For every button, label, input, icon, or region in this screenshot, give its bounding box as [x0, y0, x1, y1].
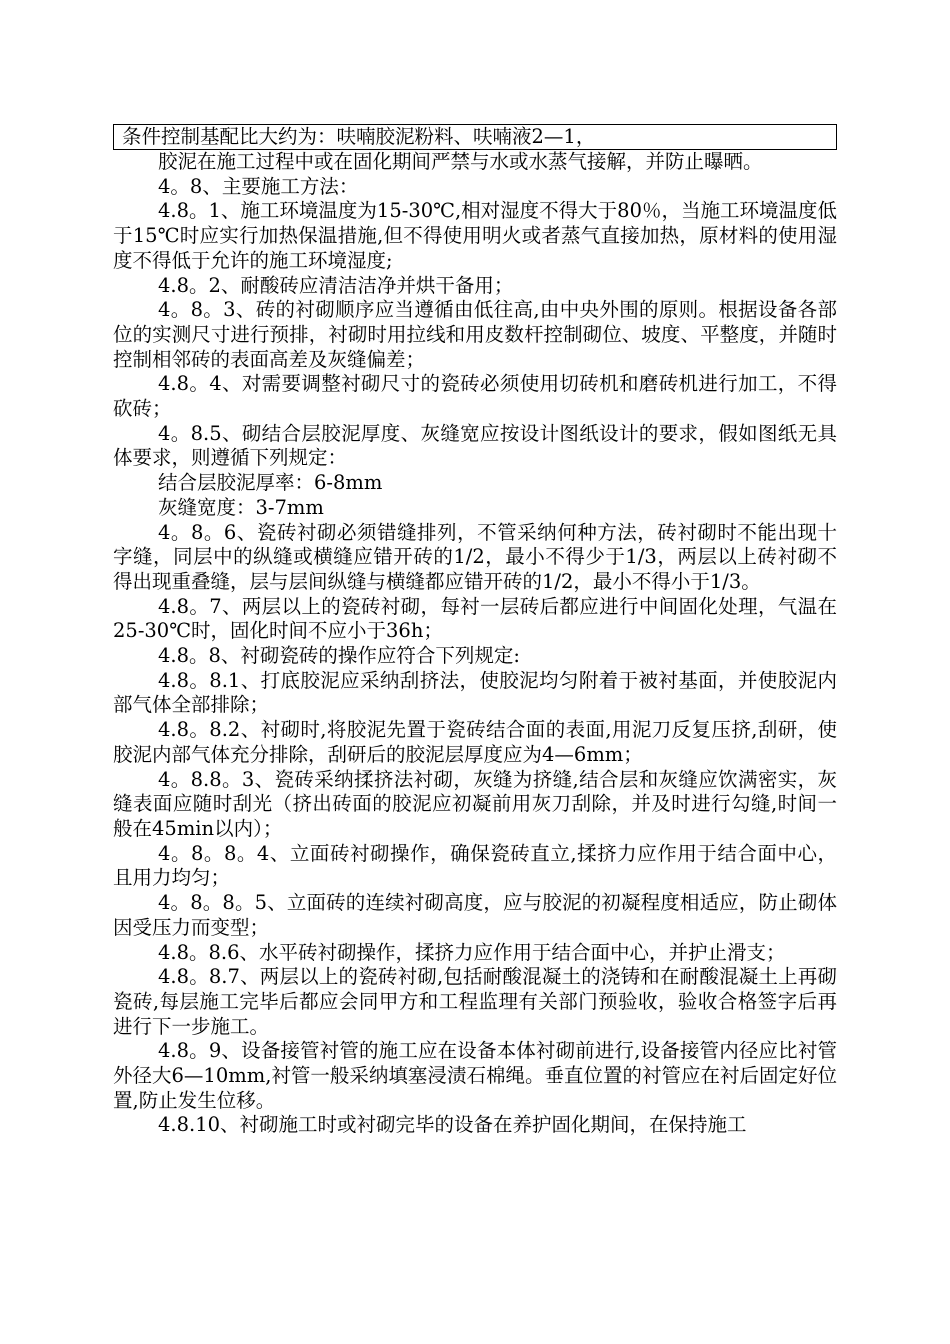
paragraph: 4。8、主要施工方法： [158, 174, 359, 198]
boxed-text-line: 条件控制基配比大约为：呋喃胶泥粉料、呋喃液2—1， [113, 124, 837, 150]
paragraph: 4.8。8、衬砌瓷砖的操作应符合下列规定: [158, 644, 520, 668]
paragraph: 灰缝宽度：3-7mm [158, 495, 324, 519]
paragraph: 4.8。9、设备接管衬管的施工应在设备本体衬砌前进行,设备接管内径应比衬管外径大6—10mm,衬管一般采纳填塞浸渍石棉绳。垂直位置的衬管应在衬后固定好位置,防止发生位移。 [113, 1039, 837, 1112]
paragraph: 4。8。8。5、立面砖的连续衬砌高度，应与胶泥的初凝程度相适应，防止砌体因受压力而变型； [113, 891, 837, 939]
paragraph: 4.8。8.2、衬砌时,将胶泥先置于瓷砖结合面的表面,用泥刀反复压挤,刮研，使胶泥内部气体充分排除，刮研后的胶泥层厚度应为4—6mm； [113, 718, 837, 766]
paragraph: 4。8。8。4、立面砖衬砌操作，确保瓷砖直立,揉挤力应作用于结合面中心，且用力均匀； [113, 841, 837, 890]
paragraph: 4.8。4、对需要调整衬砌尺寸的瓷砖必须使用切砖机和磨砖机进行加工，不得砍砖； [113, 372, 837, 421]
paragraph: 4。8.5、砌结合层胶泥厚度、灰缝宽应按设计图纸设计的要求，假如图纸无具体要求，则遵循下列规定： [113, 421, 837, 470]
paragraph: 4.8.10、衬砌施工时或衬砌完毕的设备在养护固化期间，在保持施工 [158, 1113, 747, 1137]
paragraph: 结合层胶泥厚率：6-8mm [158, 471, 383, 495]
paragraph: 4.8。8.1、打底胶泥应采纳刮挤法，使胶泥均匀附着于被衬基面，并使胶泥内部气体全部排除； [113, 668, 837, 717]
paragraph: 4.8。2、耐酸砖应清洁洁净并烘干备用； [158, 273, 514, 297]
paragraph: 4.8。1、施工环境温度为15-30℃,相对湿度不得大于80％，当施工环境温度低于15℃时应实行加热保温措施,但不得使用明火或者蒸气直接加热，原材料的使用湿度不得低于允许的施工环境湿度; [113, 199, 837, 272]
paragraph: 胶泥在施工过程中或在固化期间严禁与水或水蒸气接解，并防止曝晒。 [158, 150, 763, 173]
paragraph: 4。8。6、瓷砖衬砌必须错缝排列，不管采纳何种方法，砖衬砌时不能出现十字缝，同层中的纵缝或横缝应错开砖的1/2，最小不得少于1/3，两层以上砖衬砌不得出现重叠缝，层与层间纵缝与横缝都应错开砖的1/2，最小不得小于1/3。 [113, 520, 837, 593]
paragraph: 4。8。3、砖的衬砌顺序应当遵循由低往高,由中央外围的原则。根据设备各部位的实测尺寸进行预排，衬砌时用拉线和用皮数杆控制砌位、坡度、平整度，并随时控制相邻砖的表面高差及灰缝偏差； [113, 298, 837, 371]
paragraph: 4.8。8.7、两层以上的瓷砖衬砌,包括耐酸混凝土的浇铸和在耐酸混凝土上再砌瓷砖,每层施工完毕后都应会同甲方和工程监理有关部门预验收，验收合格签字后再进行下一步施工。 [113, 965, 837, 1038]
paragraph: 4.8。8.6、水平砖衬砌操作，揉挤力应作用于结合面中心，并护止滑支； [158, 940, 786, 964]
document-page [113, 124, 837, 1138]
paragraph: 4。8.8。3、瓷砖采纳揉挤法衬砌，灰缝为挤缝,结合层和灰缝应饮满密实，灰缝表面应随时刮光（挤出砖面的胶泥应初凝前用灰刀刮除，并及时进行勾缝,时间一般在45min以内）； [113, 767, 837, 840]
paragraph: 4.8。7、两层以上的瓷砖衬砌，每衬一层砖后都应进行中间固化处理，气温在25-30℃时，固化时间不应小于36h； [113, 594, 837, 643]
